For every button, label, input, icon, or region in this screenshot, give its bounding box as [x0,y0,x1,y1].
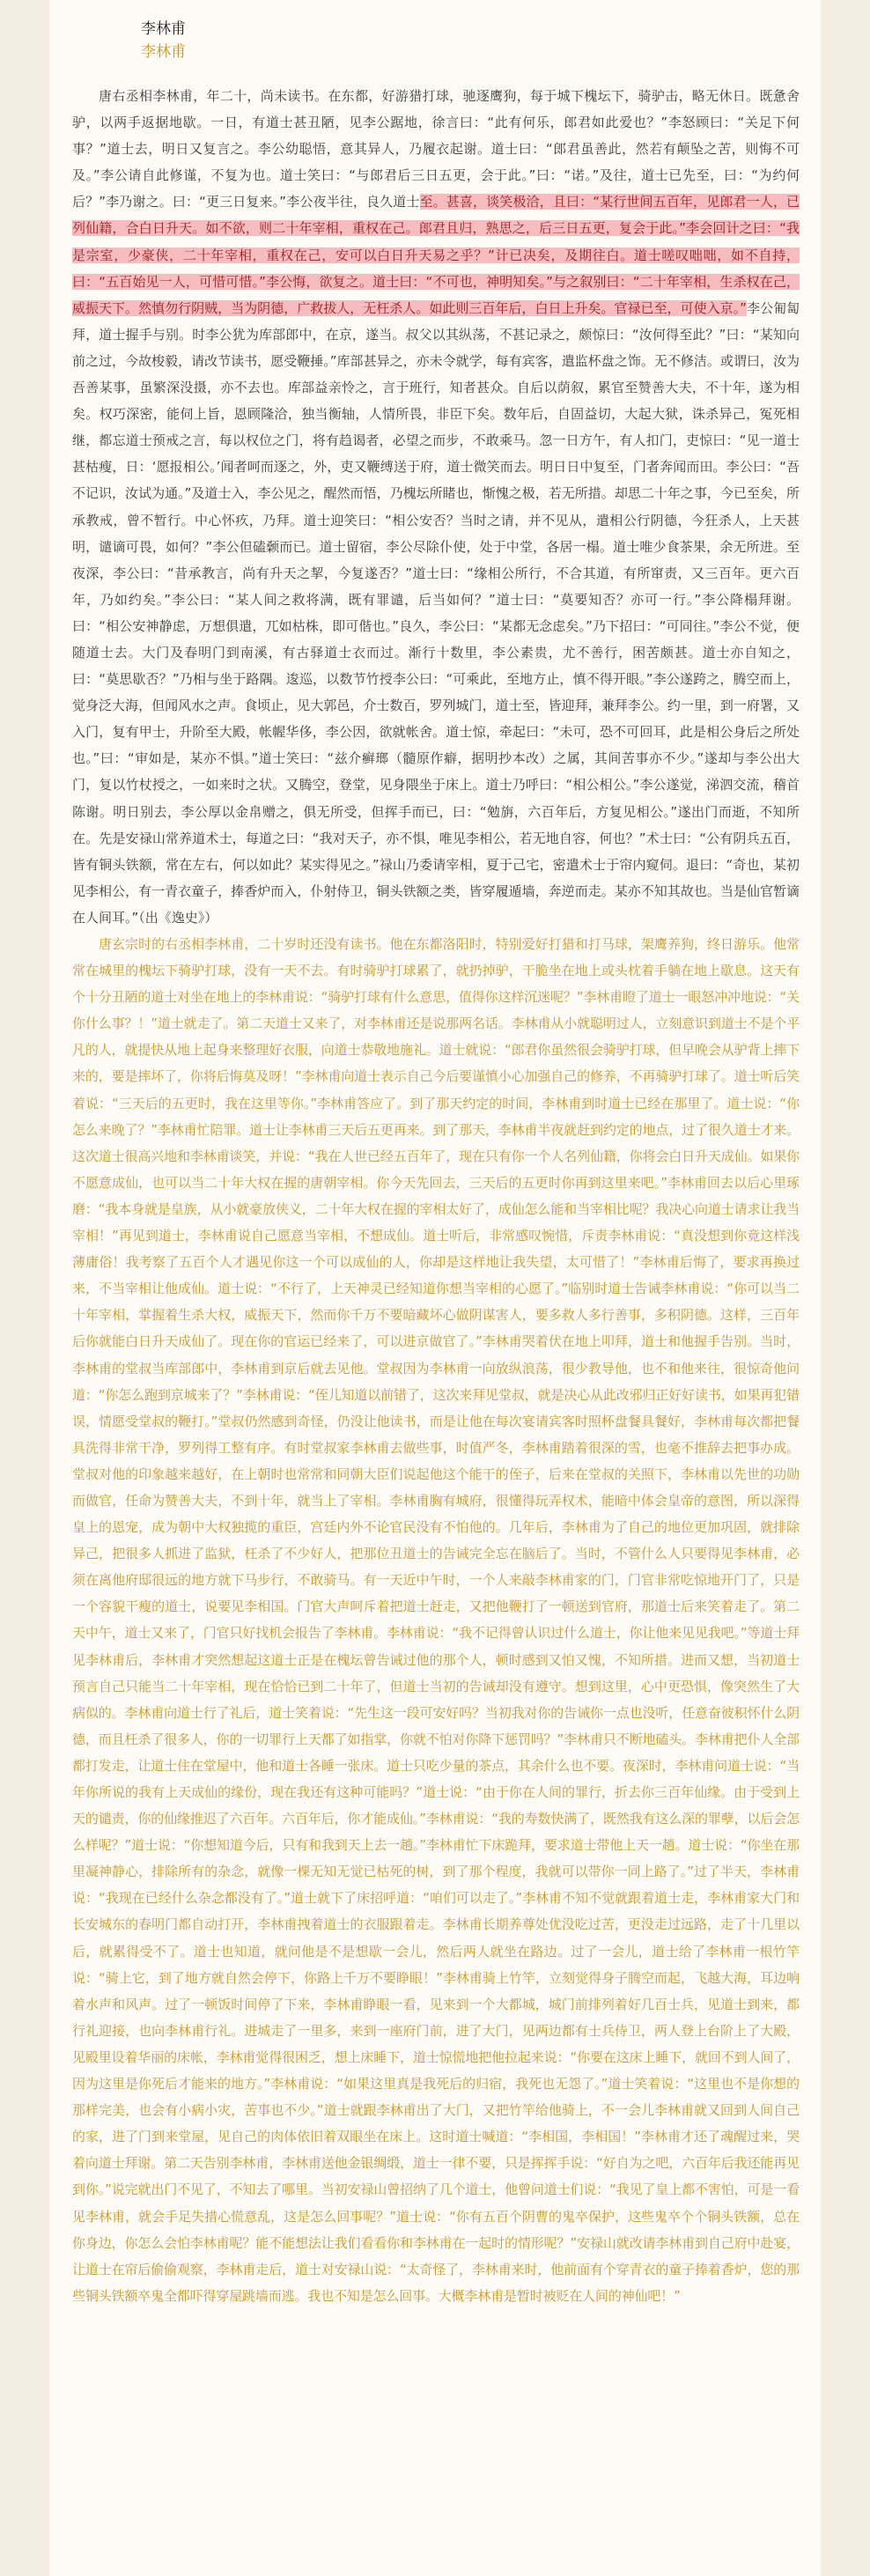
page-title: 李林甫 [141,20,186,38]
highlighted-passage: 至。甚喜，谈笑极洽，且曰：“某行世间五百年，见郎君一人，已列仙籍，合白日升天。如不欲，则二十年宰相，重权在己。郎君且归，熟思之，后三日五更，复会于此。”李会回计之曰：“我是宗室，少豪侠，二十年宰相，重权在己，安可以白日升天易之乎？”计已决矣，及期往白。道士嗟叹咄咄，如不自持，曰：“五百始见一人，可惜可惜。”李公悔，欲复之。道士曰：“不可也，神明知矣。”与之叙别曰：“二十年宰相，生杀权在己，威振天下。然慎勿行阴贼，当为阴德，广救拔人，无枉杀人。如此则三百年后，白日上升矣。官禄已至，可使入京。” [72,194,800,316]
classical-text-part-1: 唐右丞相李林甫，年二十，尚未读书。在东都，好游猎打球，驰逐鹰狗，每于城下槐坛下，骑驴击，略无休日。既惫舍驴，以两手返据地歇。一日，有道士甚丑陋，见李公踞地，徐言曰：“此有何乐，郎君如此爱也？”李怒顾曰：“关足下何事？”道士去，明日又复言之。李公幼聪悟，意其异人，乃履衣起谢。道士曰：“郎君虽善此，然若有颠坠之苦，则悔不可及。”李公请自此修谨，不复为也。道士笑曰：“与郎君后三日五更，会于此。”曰：“诺。”及往，道士已先至，曰：“为约何后？”李乃谢之。曰：“更三日复来。”李公夜半往，良久道士 [72,88,800,210]
classical-text [72,83,800,931]
vernacular-translation: 唐玄宗时的右丞相李林甫，二十岁时还没有读书。他在东都洛阳时，特别爱好打猎和打马球，架鹰养狗，终日游乐。他常常在城里的槐坛下骑驴打球，没有一天不去。有时骑驴打球累了，就扔掉驴，干脆坐在地上或头枕着手躺在地上歇息。这天有个十分丑陋的道士对坐在地上的李林甫说：“骑驴打球有什么意思，值得你这样沉迷呢？”李林甫瞪了道士一眼怒冲冲地说：“关你什么事？！”道士就走了。第二天道士又来了，对李林甫还是说那两名话。李林甫从小就聪明过人，立刻意识到道士不是个平凡的人，就提快从地上起身来整理好衣服，向道士恭敬地施礼。道士就说：“郎君你虽然很会骑驴打球，但早晚会从驴背上摔下来的，要是摔坏了，你将后悔莫及呀！”李林甫向道士表示自己今后要谨慎小心加强自己的修养，不再骑驴打球了。道士听后笑着说：“三天后的五更时，我在这里等你。”李林甫答应了。到了那天约定的时间，李林甫到时道士已经在那里了。道士说：“你怎么来晚了？”李林甫忙陪罪。道士让李林甫三天后五更再来。到了那天，李林甫半夜就赶到约定的地点，过了很久道士才来。这次道士很高兴地和李林甫谈笑，并说：“我在人世已经五百年了，现在只有你一个人名列仙籍，你将会白日升天成仙。如果你不愿意成仙，也可以当二十年大权在握的唐朝宰相。你今天先回去，三天后的五更时你再到这里来吧。”李林甫回去以后心里琢磨：“我本身就是皇族，从小就豪放侠义，二十年大权在握的宰相太好了，成仙怎么能和当宰相比呢？我决心向道士请求让我当宰相！”再见到道士，李林甫说自己愿意当宰相，不想成仙。道士听后，非常感叹惋惜，斥责李林甫说：“真没想到你竟这样浅薄庸俗！我考察了五百个人才遇见你这一个可以成仙的人，你却是这样地让我失望，太可惜了！”李林甫后悔了，要求再换过来，不当宰相让他成仙。道士说：“不行了，上天神灵已经知道你想当宰相的心愿了。”临别时道士告诫李林甫说：“你可以当二十年宰相，掌握着生杀大权，威振天下，然而你千万不要暗藏坏心做阴谋害人，要多救人多行善事，多积阴德。这样，三百年后你就能白日升天成仙了。现在你的官运已经来了，可以进京做官了。”李林甫哭着伏在地上叩拜，道士和他握手告别。当时，李林甫的堂叔当库部郎中，李林甫到京后就去见他。堂叔因为李林甫一向放纵浪荡，很少教导他，也不和他来往，很惊奇他问道：“你怎么跑到京城来了？”李林甫说：“侄儿知道以前错了，这次来拜见堂叔，就是决心从此改邪归正好好读书，如果再犯错误，情愿受堂叔的鞭打。”堂叔仍然感到奇怪，仍没让他读书，而是让他在每次宴请宾客时照杯盘餐具餐好，李林甫每次都把餐具洗得非常干净，罗列得工整有序。有时堂叔家李林甫去做些事，时值严冬，李林甫踏着很深的雪，也毫不推辞去把事办成。堂叔对他的印象越来越好，在上朝时也常常和同朝大臣们说起他这个能干的侄子，后来在堂叔的关照下，李林甫以先世的功勋而做官，任命为赞善大夫，不到十年，就当上了宰相。李林甫胸有城府，很懂得玩弄权术，能暗中体会皇帝的意图，所以深得皇上的恩宠，成为朝中大权独揽的重臣，宫廷内外不论官民没有不怕他的。几年后，李林甫为了自己的地位更加巩固，就排除异己，把很多人抓进了监狱，枉杀了不少好人，把那位丑道士的告诫完全忘在脑后了。当时，不管什么人只要得见李林甫，必须在离他府邸很远的地方就下马步行，不敢骑马。有一天近中午时，一个人来敲李林甫家的门，门官非常吃惊地开门了，只是一个容貌干瘦的道士，说要见李相国。门官大声呵斥着把道士赶走，又把他鞭打了一顿送到官府，那道士后来笑着走了。第二天中午，道士又来了，门官只好找机会报告了李林甫。李林甫说：“我不记得曾认识过什么道士，你让他来见见我吧。”等道士拜见李林甫后，李林甫才突然想起这道士正是在槐坛曾告诫过他的那个人，顿时感到又怕又愧，不知所措。进而又想，当初道士预言自己只能当二十年宰相，现在恰恰已到二十年了，但道士当初的告诫却没有遵守。想到这里，心中更恐惧，像突然生了大病似的。李林甫向道士行了礼后，道士笑着说：“先生这一段可安好吗？当初我对你的告诫你一点也没听，任意奋彼积怀什么阴德，而且枉杀了很多人，你的一切罪行上天都了如指掌，你就不怕对你降下惩罚吗？”李林甫只不断地磕头。李林甫把仆人全部都打发走，让道士住在堂屋中，他和道士各睡一张床。道士只吃少量的茶点，其余什么也不要。夜深时，李林甫问道士说：“当年你所说的我有上天成仙的缘份，现在我还有这种可能吗？”道士说：“由于你在人间的罪行，折去你三百年仙缘。由于受到上天的谴责，你的仙缘推迟了六百年。六百年后，你才能成仙。”李林甫说：“我的寿数快满了，既然我有这么深的罪孽，以后会怎么样呢？”道士说：“你想知道今后，只有和我到天上去一趟。”李林甫忙下床跪拜，要求道士带他上天一趟。道士说：“你坐在那里凝神静心，排除所有的杂念，就像一棵无知无觉已枯死的树，到了那个程度，我就可以带你一同上路了。”过了半天，李林甫说：“我现在已经什么杂念都没有了。”道士就下了床招呼道：“咱们可以走了。”李林甫不知不觉就跟着道士走，李林甫家大门和长安城东的春明门都自动打开，李林甫拽着道士的衣服跟着走。李林甫长期养尊处优没吃过苦，更没走过远路，走了十几里以后，就累得受不了。道士也知道，就问他是不是想歇一会儿，然后两人就坐在路边。过了一会儿，道士给了李林甫一根竹竿说：“骑上它，到了地方就自然会停下，你路上千万不要睁眼！”李林甫骑上竹竿，立刻觉得身子腾空而起，飞越大海，耳边响着水声和风声。过了一顿饭时间停了下来，李林甫睁眼一看，见来到一个大都城，城门前排列着好几百士兵，见道士到来，都行礼迎接，也向李林甫行礼。进城走了一里多，来到一座府门前，进了大门，见两边都有士兵侍卫，两人登上台阶上了大殿，见殿里设着华丽的床帐，李林甫觉得很困乏，想上床睡下，道士惊慌地把他拉起来说：“你要在这床上睡下，就回不到人间了，因为这里是你死后才能来的地方。”李林甫说：“如果这里真是我死后的归宿，我死也无怨了。”道士笑着说：“这里也不是你想的那样完美，也会有小病小灾，苦事也不少。”道士就跟李林甫出了大门，又把竹竿给他骑上，不一会儿李林甫就又回到人间自己的家，进了门到来堂屋，见自己的肉体依旧着双眼坐在床上。这时道士喊道：“李相国，李相国！”李林甫才还了魂醒过来，哭着向道士拜谢。第二天告别李林甫，李林甫送他金银绸缎，道士一律不要，只是挥挥手说：“好自为之吧，六百年后我还能再见到你。”说完就出门不见了，不知去了哪里。当初安禄山曾招纳了几个道士，他曾问道士们说：“我见了皇上都不害怕，可是一看见李林甫，就会手足失措心慌意乱，这是怎么回事呢？”道士说：“你有五百个阴曹的鬼卒保护，这些鬼卒个个铜头铁额，总在你身边，你怎么会怕李林甫呢？能不能想法让我们看看你和李林甫在一起时的情形呢？”安禄山就改请李林甫到自己府中赴宴，让道士在帘后偷偷观察，李林甫走后，道士对安禄山说：“太奇怪了，李林甫来时，他前面有个穿青衣的童子捧着香炉，您的那些铜头铁额卒鬼全都吓得穿屋跳墙而逃。我也不知是怎么回事。大概李林甫是暂时被贬在人间的神仙吧！” [72,936,800,2304]
translation-title: 李林甫 [141,43,186,61]
document-page [49,0,821,2576]
classical-text-part-2: 李公匍匐拜，道士握手与别。时李公犹为库部郎中，在京，遂当。叔父以其纵荡，不甚记录之，颇惊曰：“汝何得至此？”曰：“某知向前之过，今故梭毅，请改节读书，愿受鞭捶。”库部甚异之，亦未令就学，每有宾客，遣监杯盘之饰。无不修洁。或谓曰，汝为吾善某事，虽繁深没摄，亦不去也。库部益亲怜之，言于班行，知者甚众。自后以荫叙，累官至赞善大夫，不十年，遂为相矣。权巧深密，能伺上旨，恩顾隆洽，独当衡轴，人情所畏，非臣下矣。数年后，自固益切，大起大狱，诛杀异己，冤死相继，都忘道士预戒之言，每以权位之门，将有趋谒者，必望之而步，不敢乘马。忽一日方午，有人扣门，吏惊曰：“见一道士甚枯瘦，日：‘愿报相公。’闻者呵而逐之，外，吏又鞭缚送于府，道士微笑而去。明日日中复至，门者奔闻而田。李公曰：“吾不记识，汝试为通。”及道士入，李公见之，醒然而悟，乃槐坛所睹也，惭愧之极，若无所措。却思二十年之事，今已至矣，所承教戒，曾不暂行。中心怀疚，乃拜。道士迎笑曰：“相公安否？当时之请，并不见从，遣相公行阴德，今狂杀人，上天甚明，谴谪可畏，如何？”李公但磕颡而已。道士留宿，李公尽除仆使，处于中堂，各居一榻。道士唯少食茶果，余无所进。至夜深，李公曰：“昔承教言，尚有升天之挈，今复遂否？”道士曰：“缘相公所行，不合其道，有所窜责，又三百年。更六百年，乃如约矣。”李公曰：“某人间之救将满，既有罪谴，后当如何？”道士曰：“莫要知否？亦可一行。”李公降榻拜谢。曰：“相公安神静虑，万想俱遣，兀如枯株，即可偕也。”良久，李公曰：“某都无念虑矣。”乃下招曰：“可同往。”李公不觉，便随道士去。大门及春明门到南溪，有古驿道士衣而过。渐行十数里，李公素贵，尤不善行，困苦颇甚。道士亦自知之，曰：“莫思歇否？”乃相与坐于路隅。逡巡，以数节竹授李公曰：“可乘此，至地方止，慎不得开眼。”李公遂跨之，腾空而上，觉身泛大海，但闻风水之声。食顷止，见大郭邑，介士数百，罗列城门，道士至，皆迎拜，兼拜李公。约一里，到一府署，又入门，复有甲士，升阶至大殿，帐幄华侈，李公因，欲就帐舍。道士惊，牵起曰：“未可，恐不可回耳，此是相公身后之所处也。”曰：“审如是，某亦不惧。”道士笑曰：“兹介癣瑯（髓原作癖，据明抄本改）之属，其间苦事亦不少。”遂却与李公出大门，复以竹杖授之，一如来时之状。又腾空，登堂，见身隈坐于床上。道士乃呼曰：“相公相公。”李公遂觉，涕泗交流，稽首陈谢。明日别去，李公厚以金帛赠之，俱无所受，但挥手而已，曰：“勉旃，六百年后，方复见相公。”遂出门而逝，不知所在。先是安禄山常养道术士，每道之曰：“我对天子，亦不惧，唯见李相公，若无地自容，何也？”术士曰：“公有阴兵五百，皆有铜头铁额，常在左右，何以如此？某实得见之。”禄山乃委请宰相，夏于己宅，密遣术士于帘内窥伺。退曰：“奇也，某初见李相公，有一青衣童子，捧香炉而入，仆射侍卫，铜头铁额之类，皆穿履遁墙，奔逆而走。某亦不知其故也。当是仙官暂谪在人间耳。”（出《逸史》） [72,299,800,926]
